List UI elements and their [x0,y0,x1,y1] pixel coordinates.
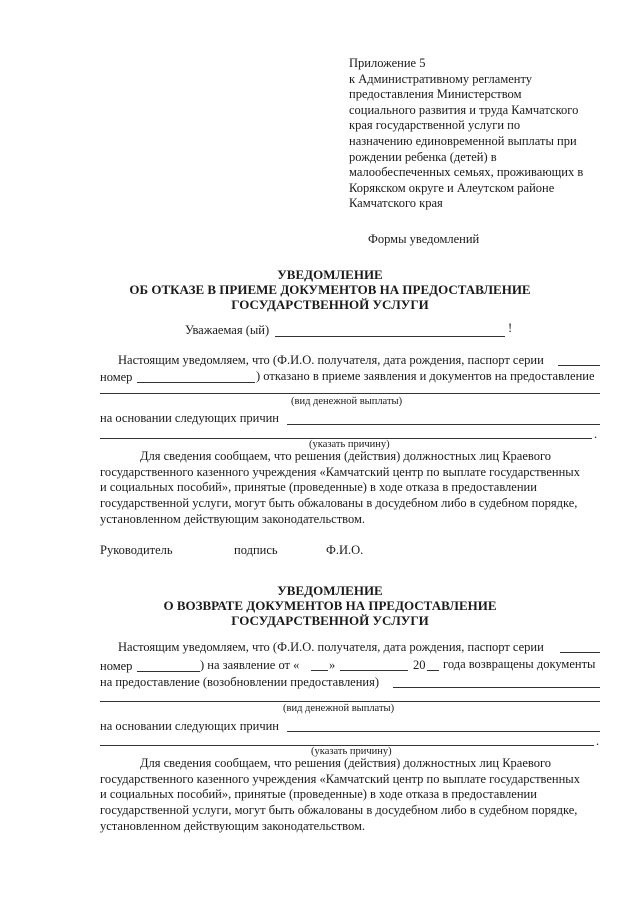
appendix-line: края государственной услуги по [349,118,521,133]
notice2-line1: Настоящим уведомляем, что (Ф.И.О. получателя, дата рождения, паспорт серии [118,640,544,654]
appendix-line: назначению единовременной выплаты при [349,133,577,148]
forms-title: Формы уведомлений [368,232,480,246]
appendix-line: социального развития и труда Камчатского [349,102,579,117]
notice1-paragraph-line: государственной услуги, могут быть обжалованы в досудебном либо в судебном порядке, [100,496,578,511]
notice1-greeting-field[interactable] [275,336,505,337]
notice2-month-field[interactable] [340,670,408,671]
notice2-passport-number-field[interactable] [137,671,200,672]
notice2-day-field[interactable] [311,670,328,671]
notice2-paragraph-line: и социальных пособий», принятые (проведенные) в ходе отказа в предоставлении [100,787,537,802]
notice1-caption-payment: (вид денежной выплаты) [291,396,403,407]
notice1-line1: Настоящим уведомляем, что (Ф.И.О. получателя, дата рождения, паспорт серии [118,353,544,367]
notice2-year-field[interactable] [427,670,439,671]
notice2-reasons-label: на основании следующих причин [100,719,279,733]
notice1-passport-series-field[interactable] [558,365,600,366]
notice1-heading-line: ГОСУДАРСТВЕННОЙ УСЛУГИ [231,297,429,312]
notice1-paragraph-line: государственного казенного учреждения «Камчатский центр по выплате государственных [100,464,580,479]
notice2-paragraph-line: установленном действующим законодательством. [100,818,366,833]
notice1-passport-number-field[interactable] [137,382,255,383]
notice1-line2-start: номер [100,370,133,384]
notice2-reasons-end: . [596,734,600,748]
notice2-paragraph-line: Для сведения сообщаем, что решения (действия) должностных лиц Краевого [140,756,552,770]
notice2-passport-series-field[interactable] [560,652,600,653]
notice2-payment-type-field[interactable] [100,701,600,702]
notice1-signature-head: Руководитель [100,543,173,557]
notice2-line2-year: 20 [413,658,426,672]
notice2-line2-end: года возвращены документы [443,657,596,671]
appendix-block [349,56,609,212]
notice2-paragraph-line: государственного казенного учреждения «Камчатский центр по выплате государственных [100,771,580,786]
notice1-heading [60,267,600,312]
notice1-paragraph-line: установленном действующим законодательством. [100,511,366,526]
notice2-line3: на предоставление (возобновлении предоставления) [100,675,380,689]
notice1-line2-end: ) отказано в приеме заявления и документов на предоставление [256,369,595,383]
notice1-greeting: Уважаемая (ый) [185,323,270,337]
notice2-renewal-field[interactable] [393,687,600,688]
notice2-paragraph [100,756,600,835]
notice2-line2-start: номер [100,659,133,673]
appendix-line: Корякском округе и Алеутском районе [349,180,555,195]
notice1-paragraph-line: и социальных пособий», принятые (проведенные) в ходе отказа в предоставлении [100,480,537,495]
notice1-signature-sign: подпись [234,543,278,557]
appendix-line: предоставления Министерством [349,87,522,102]
notice1-reasons-field[interactable] [287,424,600,425]
notice1-greeting-end: ! [508,321,513,335]
notice1-reasons-end: . [594,427,598,441]
notice1-signature-name: Ф.И.О. [326,543,364,557]
notice2-heading-line: О ВОЗВРАТЕ ДОКУМЕНТОВ НА ПРЕДОСТАВЛЕНИЕ [163,598,497,613]
notice1-caption-reason: (указать причину) [309,439,390,450]
notice2-heading-line: УВЕДОМЛЕНИЕ [277,583,383,598]
appendix-line: к Административному регламенту [349,71,533,86]
notice2-caption-reason: (указать причину) [311,746,392,757]
appendix-line: Камчатского края [349,196,443,211]
notice1-heading-line: УВЕДОМЛЕНИЕ [277,267,383,282]
notice1-reasons-label: на основании следующих причин [100,411,279,425]
notice2-line2-mid: ) на заявление от « [200,658,300,672]
notice1-paragraph-line: Для сведения сообщаем, что решения (действия) должностных лиц Краевого [140,449,552,463]
notice1-heading-line: ОБ ОТКАЗЕ В ПРИЕМЕ ДОКУМЕНТОВ НА ПРЕДОСТАВЛЕНИЕ [129,282,531,297]
appendix-line: малообеспеченных семьях, проживающих в [349,165,584,180]
notice1-payment-type-field[interactable] [100,393,600,394]
appendix-line: Приложение 5 [349,56,426,70]
notice2-reasons-field[interactable] [287,731,600,732]
notice2-caption-payment: (вид денежной выплаты) [283,703,395,714]
notice1-paragraph [100,449,600,528]
notice2-line2-quote: » [329,658,336,672]
notice2-heading-line: ГОСУДАРСТВЕННОЙ УСЛУГИ [231,613,429,628]
notice2-paragraph-line: государственной услуги, могут быть обжалованы в досудебном либо в судебном порядке, [100,803,578,818]
notice2-heading [60,583,600,628]
appendix-line: рождении ребенка (детей) в [349,149,497,164]
